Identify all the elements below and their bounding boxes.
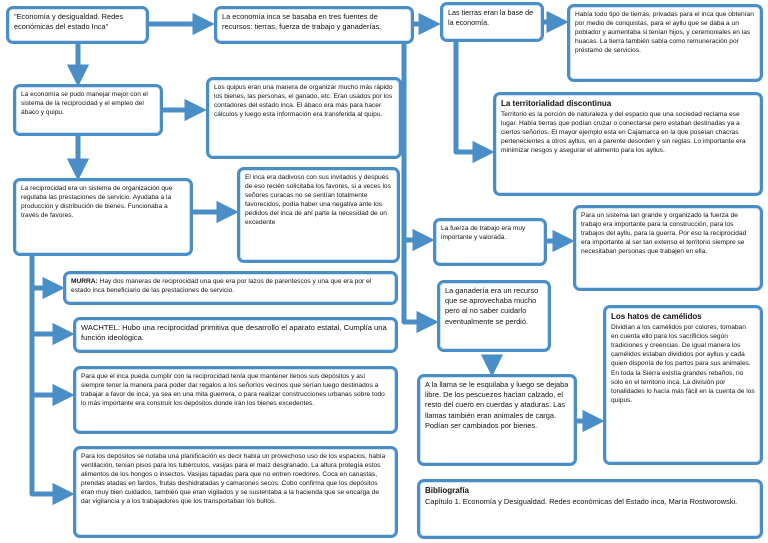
murra-text: Hay dos maneras de reciprocidad una que era por lazos de parentescos y una que era por el estado inca beneficiario de las prestaciones de servicio. xyxy=(71,278,372,295)
node-llama: A la llama se le esquilaba y luego se dejaba libre. De los pescuezos hacían calzado, el resto del cuero en cuerdas y ataduras. Las llamas también eran animales de carga. Podían ser cambiados por bienes. xyxy=(417,374,577,466)
node-fuentes: La economía inca se basaba en tres fuentes de recursos: tierras, fuerza de trabajo y ganaderías. xyxy=(214,6,414,44)
node-tipos-tierras: Había todo tipo de tierras, privadas para el inca que obtenían por medio de conquistas, para el ayllu que se daba a un poblador y aumentaba si tenían hijos, y ceremoniales en las huacas. La tierra también sabía como remuneración por préstamo de servicios. xyxy=(567,4,763,82)
node-hatos xyxy=(603,305,763,465)
node-tierras: Las tierras eran la base de la economía. xyxy=(440,2,544,42)
murra-label: MURRA: xyxy=(71,278,98,285)
bibliografia-title: Bibliografía xyxy=(425,486,470,495)
hatos-title: Los hatos de camélidos xyxy=(611,312,702,321)
node-territorialidad xyxy=(493,92,763,196)
node-reciprocidad: La reciprocidad era un sistema de organización que regulaba las prestaciones de servicio. Ayudaba a la producción y distribución de bienes. Funcionaba a través de favores. xyxy=(13,178,193,256)
arrow-reciprocidad-murra xyxy=(32,254,58,288)
node-wachtel: WACHTEL: Hubo una reciprocidad primitiva que desarrollo el aparato estatal, Cumplía una función ideológica. xyxy=(73,317,398,353)
node-fuerza-trabajo: La fuerza de trabajo era muy importante y valorada. xyxy=(433,218,547,266)
arrow-tierras-territorialidad xyxy=(456,42,488,152)
territorialidad-body: Territorio es la porción de naturaleza y del espacio que una sociedad reclama ese lugar. Había tierras que podían cruzar o conectarse pero estaban destinadas ya a ciertos señoríos. El mayor ejemplo esta en Cajamarca en la que poseían chacras pertenecientes a otros ayllus, en a parente desorden y sin reglas. Lo importante era minimizar riesgos y asegurar el alimento para los ayllus. xyxy=(501,111,746,155)
node-murra xyxy=(63,271,398,305)
bibliografia-text: Capítulo 1. Economía y Desigualdad. Redes económicas del Estado inca, María Rostworowski. xyxy=(425,497,738,507)
hatos-body: Dividían a los camélidos por colores, tomaban en cuenta ello para los sacrificios según tradiciones y creencias. De igual manera los camélidos estaban divididos por ayllus y cada quien disponía de los partos para sus animales. En toda la Sierra existía grandes rebaños, no solo en el territorio inca. La división por tonalidades lo hacía más fácil en la cuenta de los quipus. xyxy=(611,324,755,404)
node-depositos: Para los depósitos se notaba una planificación es decir había un provechoso uso de los espacios, había ventilación, tenían pisos para los tubérculos, vasijas para el maíz desgranado. La altura protegía estos alimentos de los hongos o insectos. Vasijas tapadas para que no entren roedores. Coca en canastas, prendas atadas en fardos, frutas deshidratadas y camarones secos. Cobo confirma que los depósitos eran muy bien cuidados, también que eran vigilados y se sustentaba a la hacienda que se encarga de dar vigilancia y a los trabajadores que los transportaban los bultos. xyxy=(73,446,398,538)
node-ganaderia: La ganadería era un recurso que se aprovechaba mucho pero al no saber cuidarlo eventualmente se perdió. xyxy=(437,280,551,352)
node-title: "Economía y desigualdad. Redes económicas del estado Inca" xyxy=(6,6,149,44)
node-cumplir-reciprocidad: Para que el inca pueda cumplir con la reciprocidad tenía que mantener llenos sus depósitos y así siempre tener la manera para poder dar regalos a los señoríos vecinos que serían luego destinados a trabajar a favor de inca, ya sea en una mita guerrera, o para realizar construcciones urbanas sobre todo lo más importante era construir los depósitos donde irán los bienes excedentes. xyxy=(73,366,398,434)
node-inca-dadivoso: El inca era dadivoso con sus invitados y después de eso recién solicitaba los favores, si a veces los señores curacas no se sentían totalmente favorecidos, podía haber una negativa ante los pedidos del inca de ahí parte la necesidad de un excedente xyxy=(237,167,400,263)
node-sistema-trabajo: Para un sistema tan grande y organizado la fuerza de trabajo era importante para la construcción, para los trabajos del ayllu, para la guerra. Por eso la reciprocidad era importante al ser tan extenso el territorio siempre se necesitaban personas que trabajen en ella. xyxy=(573,205,763,291)
arrow-reciprocidad-cumplir xyxy=(32,334,68,395)
arrow-reciprocidad-depositos xyxy=(32,395,68,494)
node-bibliografia xyxy=(417,479,763,539)
territorialidad-title: La territorialidad discontinua xyxy=(501,99,612,108)
node-economia-manejar: La economía se pudo manejar mejor con el sistema de la reciprocidad y el empleo del ábaco y quipu. xyxy=(13,84,163,136)
arrow-fuentes-fuerza xyxy=(404,44,428,240)
arrow-fuentes-ganaderia xyxy=(404,240,432,322)
node-quipus: Los quipus eran una manera de organizar mucho más rápido los bienes, las personas, el ganado, etc. Eran usados por los contadores del estado inca. El ábaco era más para hacer cálculos y luego esta información era transferida al quipu. xyxy=(206,77,402,159)
